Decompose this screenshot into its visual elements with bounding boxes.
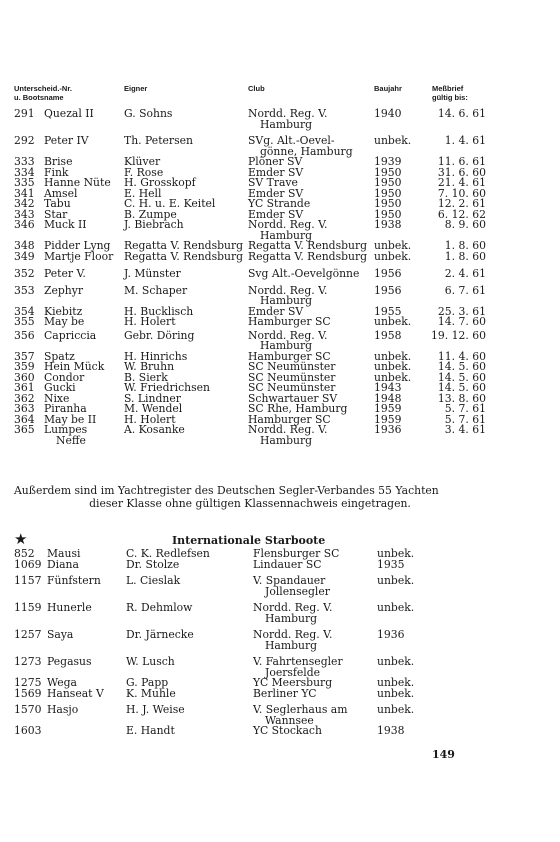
- club-cell: Nordd. Reg. V.: [253, 628, 333, 641]
- boat-name: Capriccia: [44, 328, 97, 342]
- year-cell: 1956: [374, 267, 402, 280]
- year-cell: 1959: [374, 402, 402, 415]
- year-cell: unbek.: [377, 703, 415, 716]
- club-cell: Nordd. Reg. V.: [248, 328, 328, 342]
- club-cell: YC Meersburg: [253, 676, 333, 689]
- club-cell: Nordd. Reg. V.: [248, 107, 328, 120]
- boat-number: 334: [14, 165, 35, 179]
- boat-number: 356: [14, 328, 35, 342]
- boat-number: 343: [14, 207, 35, 221]
- boat-name: Lumpes: [44, 423, 88, 436]
- year-cell: 1950: [374, 165, 402, 179]
- owner-cell: Gebr. Döring: [124, 328, 195, 342]
- club-cell: Regatta V. Rendsburg: [248, 239, 368, 252]
- header-messbrief: [432, 84, 468, 102]
- year-cell: 1950: [374, 207, 402, 221]
- owner-cell: Dr. Järnecke: [126, 628, 194, 641]
- boat-name: Hasjo: [47, 703, 79, 716]
- year-cell: 1958: [374, 328, 402, 342]
- boat-number: 1069: [14, 557, 42, 571]
- boat-name: Spatz: [44, 349, 75, 363]
- table-row: [0, 557, 560, 571]
- boat-name: Wega: [47, 676, 77, 689]
- boat-name: Gucki: [44, 381, 76, 394]
- messbrief-cell: 21. 4. 61: [437, 176, 486, 189]
- owner-cell: B. Zumpe: [124, 207, 177, 221]
- year-cell: unbek.: [374, 360, 412, 373]
- messbrief-cell: 31. 6. 60: [437, 165, 486, 179]
- owner-cell: M. Schaper: [124, 283, 188, 297]
- boat-number: 346: [14, 218, 35, 231]
- boat-number: 1275: [14, 676, 42, 689]
- boat-number: 364: [14, 412, 35, 426]
- year-cell: unbek.: [377, 655, 415, 668]
- messbrief-cell: 14. 5. 60: [437, 381, 486, 394]
- club-cell: Flensburger SC: [253, 547, 340, 560]
- club-cell: Svg Alt.-Oevelgönne: [248, 267, 360, 280]
- messbrief-cell: 25. 3. 61: [437, 304, 486, 318]
- club-cell: V. Fahrtensegler: [253, 655, 343, 668]
- boat-name: Nixe: [44, 391, 70, 405]
- boat-number: 852: [14, 547, 35, 560]
- club-cell: Hamburger SC: [248, 315, 331, 328]
- boat-number: 354: [14, 304, 35, 318]
- club-cell: Nordd. Reg. V.: [248, 423, 328, 436]
- owner-cell: H. J. Weise: [126, 703, 185, 716]
- owner-cell: F. Rose: [124, 165, 164, 179]
- table-row: [0, 726, 560, 737]
- club-cell-continued: Hamburg: [265, 638, 318, 652]
- owner-cell: J. Biebrach: [124, 218, 184, 231]
- boat-name: Fink: [44, 165, 69, 179]
- club-cell-continued: Jollensegler: [265, 584, 330, 598]
- club-cell: Nordd. Reg. V.: [248, 283, 328, 297]
- owner-cell: C. K. Redlefsen: [126, 547, 210, 560]
- boat-number: 349: [14, 249, 35, 263]
- year-cell: unbek.: [374, 134, 412, 147]
- header-nr-line1: Unterscheid.-Nr.: [14, 84, 72, 93]
- club-cell: V. Spandauer: [253, 574, 326, 587]
- boat-name: May be II: [44, 412, 97, 426]
- club-cell: SVg. Alt.-Oevel-: [248, 134, 335, 147]
- club-cell: Plöner SV: [248, 155, 303, 168]
- messbrief-cell: 11. 4. 60: [437, 349, 486, 363]
- boat-name: Hanseat V: [47, 686, 104, 700]
- year-cell: 1938: [377, 724, 405, 737]
- year-cell: unbek.: [374, 370, 412, 384]
- boat-number: 1603: [14, 724, 42, 737]
- club-cell: SC Neumünster: [248, 381, 336, 394]
- club-cell: Emder SV: [248, 165, 304, 179]
- boat-name: Hunerle: [47, 601, 92, 614]
- owner-cell: M. Wendel: [124, 402, 183, 415]
- messbrief-cell: 1. 8. 60: [444, 249, 486, 263]
- messbrief-cell: 5. 7. 61: [444, 412, 486, 426]
- messbrief-cell: 14. 5. 60: [437, 370, 486, 384]
- club-cell: Berliner YC: [253, 686, 317, 700]
- year-cell: 1936: [377, 628, 405, 641]
- table-row-continuation: [0, 117, 560, 131]
- boat-number: 292: [14, 134, 35, 147]
- year-cell: unbek.: [377, 686, 415, 700]
- table-row-continuation: [0, 611, 560, 625]
- boat-name: Quezal II: [44, 107, 94, 120]
- year-cell: 1938: [374, 218, 402, 231]
- boat-number: 360: [14, 370, 35, 384]
- boat-number: 361: [14, 381, 35, 394]
- owner-cell: H. Grosskopf: [124, 176, 196, 189]
- year-cell: unbek.: [374, 349, 412, 363]
- club-cell: SC Neumünster: [248, 370, 336, 384]
- messbrief-cell: 6. 12. 62: [437, 207, 486, 221]
- starboat-table: [0, 549, 560, 737]
- owner-cell: Th. Petersen: [124, 134, 193, 147]
- owner-cell: G. Papp: [126, 676, 169, 689]
- messbrief-cell: 1. 4. 61: [444, 134, 486, 147]
- boat-number: 365: [14, 423, 35, 436]
- header-mb-line2: gültig bis:: [432, 93, 468, 102]
- boat-name: Muck II: [44, 218, 87, 231]
- year-cell: 1955: [374, 304, 402, 318]
- boat-name: Hein Mück: [44, 360, 105, 373]
- year-cell: 1956: [374, 283, 402, 297]
- club-cell: Emder SV: [248, 304, 304, 318]
- messbrief-cell: 14. 6. 61: [437, 107, 486, 120]
- header-nr: [14, 84, 72, 102]
- club-cell-continued: Hamburg: [260, 228, 313, 242]
- table-row: [0, 269, 560, 280]
- owner-cell: Regatta V. Rendsburg: [124, 249, 244, 263]
- table-row-continuation: [0, 584, 560, 598]
- club-cell: Hamburger SC: [248, 412, 331, 426]
- table-row-continuation: [0, 433, 560, 447]
- year-cell: 1936: [374, 423, 402, 436]
- owner-cell: W. Lusch: [126, 655, 175, 668]
- year-cell: 1948: [374, 391, 402, 405]
- boat-name: Tabu: [44, 197, 71, 210]
- club-cell: Regatta V. Rendsburg: [248, 249, 368, 263]
- messbrief-cell: 14. 7. 60: [437, 315, 486, 328]
- note-line1: Außerdem sind im Yachtregister des Deutschen Segler-Verbandes 55 Yachten: [14, 484, 439, 497]
- club-cell: Nordd. Reg. V.: [248, 218, 328, 231]
- boat-name: Mausi: [47, 547, 81, 560]
- year-cell: unbek.: [377, 547, 415, 560]
- year-cell: 1959: [374, 412, 402, 426]
- club-cell: Emder SV: [248, 207, 304, 221]
- messbrief-cell: 5. 7. 61: [444, 402, 486, 415]
- table-row: [0, 249, 560, 263]
- messbrief-cell: 12. 2. 61: [437, 197, 486, 210]
- boat-name: Condor: [44, 370, 85, 384]
- club-cell-continued: Hamburg: [260, 433, 313, 447]
- table-row: [0, 317, 560, 328]
- messbrief-cell: 1. 8. 60: [444, 239, 486, 252]
- messbrief-cell: 7. 10. 60: [437, 186, 486, 200]
- owner-cell: Regatta V. Rendsburg: [124, 239, 244, 252]
- club-cell: SC Neumünster: [248, 360, 336, 373]
- club-cell: Hamburger SC: [248, 349, 331, 363]
- owner-cell: K. Muhle: [126, 686, 176, 700]
- boat-number: 353: [14, 283, 35, 297]
- year-cell: 1950: [374, 176, 402, 189]
- boat-name: Martje Floor: [44, 249, 114, 263]
- year-cell: 1940: [374, 107, 402, 120]
- year-cell: unbek.: [377, 601, 415, 614]
- boat-name: Hanne Nüte: [44, 176, 111, 189]
- club-cell: SC Rhe, Hamburg: [248, 402, 348, 415]
- messbrief-cell: 13. 8. 60: [437, 391, 486, 405]
- club-cell-continued: Hamburg: [260, 117, 313, 131]
- table-row: [0, 686, 560, 700]
- boat-name: Zephyr: [44, 283, 84, 297]
- year-cell: 1950: [374, 186, 402, 200]
- year-cell: 1950: [374, 197, 402, 210]
- owner-cell: Klüver: [124, 155, 161, 168]
- messbrief-cell: 3. 4. 61: [444, 423, 486, 436]
- year-cell: unbek.: [377, 676, 415, 689]
- boat-number: 1159: [14, 601, 42, 614]
- owner-cell: R. Dehmlow: [126, 601, 193, 614]
- boat-number: 363: [14, 402, 35, 415]
- year-cell: unbek.: [374, 249, 412, 263]
- club-cell: YC Strande: [248, 197, 311, 210]
- messbrief-cell: 8. 9. 60: [444, 218, 486, 231]
- owner-cell: E. Handt: [126, 724, 175, 737]
- boat-name: Fünfstern: [47, 574, 101, 587]
- boat-name-continued: Neffe: [56, 433, 86, 447]
- boat-name: Peter IV: [44, 134, 89, 147]
- club-cell: YC Stockach: [253, 724, 322, 737]
- owner-cell: H. Holert: [124, 315, 176, 328]
- section-title: Internationale Starboote: [172, 534, 326, 547]
- header-year: Baujahr: [374, 84, 402, 93]
- club-cell: Schwartauer SV: [248, 391, 338, 405]
- boat-number: 335: [14, 176, 35, 189]
- owner-cell: L. Cieslak: [126, 574, 181, 587]
- messbrief-cell: 19. 12. 60: [431, 328, 486, 342]
- messbrief-cell: 11. 6. 61: [437, 155, 486, 168]
- boat-name: Pegasus: [47, 655, 92, 668]
- owner-cell: G. Sohns: [124, 107, 173, 120]
- boat-number: 1570: [14, 703, 42, 716]
- messbrief-cell: 6. 7. 61: [444, 283, 486, 297]
- club-cell: Emder SV: [248, 186, 304, 200]
- boat-number: 342: [14, 197, 35, 210]
- owner-cell: C. H. u. E. Keitel: [124, 197, 216, 210]
- club-cell-continued: Hamburg: [265, 611, 318, 625]
- club-cell-continued: gönne, Hamburg: [260, 144, 353, 158]
- club-cell: V. Seglerhaus am: [253, 703, 348, 716]
- boat-name: Peter V.: [44, 267, 86, 280]
- owner-cell: W. Friedrichsen: [124, 381, 210, 394]
- boat-number: 348: [14, 239, 35, 252]
- club-cell-continued: Hamburg: [260, 339, 313, 352]
- boat-name: Amsel: [44, 186, 78, 200]
- owner-cell: S. Lindner: [124, 391, 181, 405]
- year-cell: 1935: [377, 557, 405, 571]
- header-nr-line2: u. Bootsname: [14, 93, 64, 102]
- owner-cell: B. Sierk: [124, 370, 168, 384]
- boat-number: 362: [14, 391, 35, 405]
- club-cell-continued: Wannsee: [265, 713, 314, 727]
- club-cell: Nordd. Reg. V.: [253, 601, 333, 614]
- boat-number: 357: [14, 349, 35, 363]
- owner-cell: H. Bucklisch: [124, 304, 194, 318]
- note-line2: dieser Klasse ohne gültigen Klassennachweis eingetragen.: [89, 497, 411, 510]
- year-cell: unbek.: [374, 239, 412, 252]
- owner-cell: A. Kosanke: [124, 423, 185, 436]
- boat-number: 333: [14, 155, 35, 168]
- year-cell: unbek.: [377, 574, 415, 587]
- owner-cell: J. Münster: [124, 267, 181, 280]
- boat-number: 1257: [14, 628, 42, 641]
- header-mb-line1: Meßbrief: [432, 84, 464, 93]
- owner-cell: W. Bruhn: [124, 360, 175, 373]
- boat-table: [0, 103, 560, 446]
- club-cell: Lindauer SC: [253, 557, 322, 571]
- header-club: Club: [248, 84, 265, 93]
- club-cell-continued: Joersfelde: [265, 665, 321, 679]
- table-row-continuation: [0, 638, 560, 652]
- messbrief-cell: 2. 4. 61: [444, 267, 486, 280]
- boat-name: Brise: [44, 155, 73, 168]
- boat-name: Diana: [47, 557, 79, 571]
- boat-name: Kiebitz: [44, 304, 83, 318]
- year-cell: unbek.: [374, 315, 412, 328]
- boat-name: May be: [44, 315, 85, 328]
- boat-name: Piranha: [44, 402, 87, 415]
- boat-number: 341: [14, 186, 35, 200]
- star-icon: ★: [14, 530, 28, 548]
- club-cell-continued: Hamburg: [260, 294, 313, 307]
- boat-number: 1273: [14, 655, 42, 668]
- club-cell: SV Trave: [248, 176, 298, 189]
- owner-cell: H. Holert: [124, 412, 176, 426]
- year-cell: 1943: [374, 381, 402, 394]
- year-cell: 1939: [374, 155, 402, 168]
- boat-number: 359: [14, 360, 35, 373]
- boat-number: 1569: [14, 686, 42, 700]
- boat-number: 1157: [14, 574, 42, 587]
- note-paragraph: [14, 484, 486, 510]
- header-owner: Eigner: [124, 84, 148, 93]
- page-number: 149: [432, 748, 455, 761]
- boat-name: Pidder Lyng: [44, 239, 111, 252]
- boat-name: Star: [44, 207, 68, 221]
- messbrief-cell: 14. 5. 60: [437, 360, 486, 373]
- boat-number: 291: [14, 107, 35, 120]
- owner-cell: H. Hinrichs: [124, 349, 188, 363]
- owner-cell: E. Hell: [124, 186, 162, 200]
- boat-name: Saya: [47, 628, 74, 641]
- boat-number: 352: [14, 267, 35, 280]
- owner-cell: Dr. Stolze: [126, 557, 180, 571]
- boat-number: 355: [14, 315, 35, 328]
